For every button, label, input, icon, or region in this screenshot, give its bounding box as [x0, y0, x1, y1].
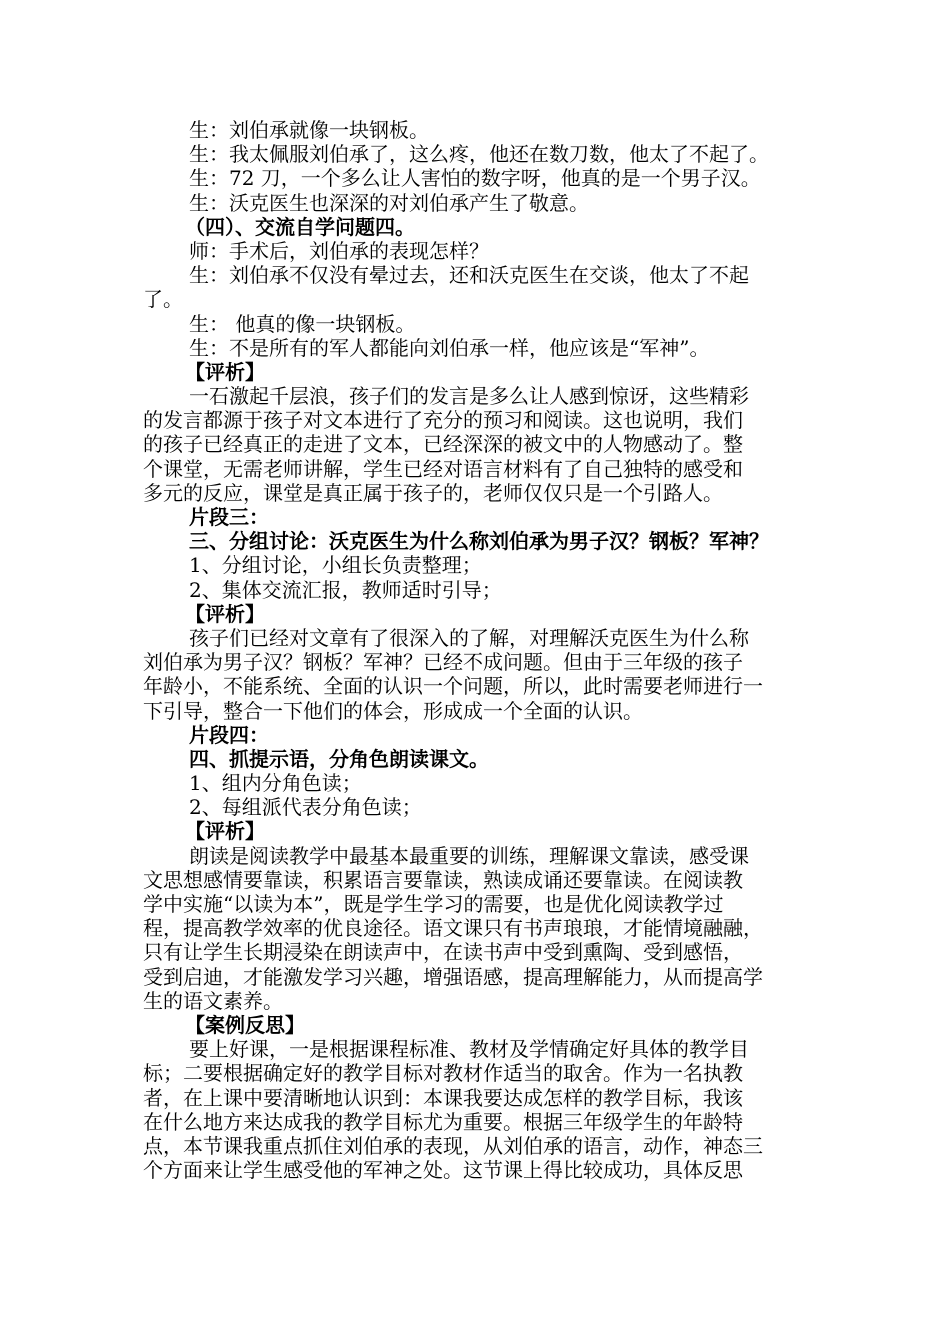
section-heading: 三、分组讨论：沃克医生为什么称刘伯承为男子汉？钢板？军神？	[189, 529, 769, 554]
section-heading: 【评析】	[185, 601, 265, 626]
section-heading: 【评析】	[185, 819, 265, 844]
text-line: 2、每组派代表分角色读；	[189, 795, 422, 820]
text-line: 一石激起千层浪，孩子们的发言是多么让人感到惊讶，这些精彩	[189, 384, 749, 409]
section-heading: 四、抓提示语，分角色朗读课文。	[189, 746, 489, 771]
text-line: 个方面来让学生感受他的军神之处。这节课上得比较成功，具体反思	[143, 1158, 743, 1183]
section-heading: 片段三：	[189, 505, 269, 529]
text-line: 的孩子已经真正的走进了文本，已经深深的被文中的人物感动了。整	[143, 432, 743, 457]
text-line: 生：72 刀，一个多么让人害怕的数字呀，他真的是一个男子汉。	[189, 166, 761, 191]
text-line: 的发言都源于孩子对文本进行了充分的预习和阅读。这也说明，我们	[143, 408, 743, 433]
text-line: 受到启迪，才能激发学习兴趣，增强语感，提高理解能力，从而提高学	[143, 964, 763, 989]
text-line: 文思想感情要靠读，积累语言要靠读，熟读成诵还要靠读。在阅读教	[143, 867, 743, 892]
text-line: 生： 他真的像一块钢板。	[189, 311, 416, 336]
text-line: 刘伯承为男子汉？钢板？军神？已经不成问题。但由于三年级的孩子	[143, 650, 743, 675]
section-heading: 【评析】	[185, 359, 265, 384]
text-line: 1、分组讨论，小组长负责整理；	[189, 553, 482, 578]
text-line: 生：不是所有的军人都能向刘伯承一样，他应该是“军神”。	[189, 335, 710, 360]
text-line: 在什么地方来达成我的教学目标尤为重要。根据三年级学生的年龄特	[143, 1109, 743, 1134]
section-heading: （四）、交流自学问题四。	[185, 214, 415, 239]
text-line: 生的语文素养。	[143, 988, 283, 1013]
text-line: 年龄小，不能系统、全面的认识一个问题，所以，此时需要老师进行一	[143, 674, 763, 699]
text-line: 程，提高教学效率的优良途径。语文课只有书声琅琅，才能情境融融，	[143, 916, 763, 941]
document-body	[143, 118, 813, 1182]
text-line: 多元的反应，课堂是真正属于孩子的，老师仅仅只是一个引路人。	[143, 480, 723, 505]
text-line: 生：沃克医生也深深的对刘伯承产生了敬意。	[189, 190, 589, 215]
text-line: 生：刘伯承就像一块钢板。	[189, 118, 429, 142]
text-line: 下引导，整合一下他们的体会，形成成一个全面的认识。	[143, 698, 643, 723]
text-line: 标；二要根据确定好的教学目标对教材作适当的取舍。作为一名执教	[143, 1061, 743, 1086]
text-line: 了。	[143, 287, 183, 312]
section-heading: 【案例反思】	[185, 1012, 305, 1037]
text-line: 学中实施“以读为本”，既是学生学习的需要，也是优化阅读教学过	[143, 892, 724, 916]
text-line: 孩子们已经对文章有了很深入的了解，对理解沃克医生为什么称	[189, 625, 749, 650]
text-line: 师：手术后，刘伯承的表现怎样？	[189, 238, 489, 263]
text-line: 2、集体交流汇报，教师适时引导；	[189, 577, 502, 602]
text-line: 生：我太佩服刘伯承了，这么疼，他还在数刀数，他太了不起了。	[189, 142, 769, 167]
text-line: 个课堂，无需老师讲解，学生已经对语言材料有了自己独特的感受和	[143, 456, 743, 481]
text-line: 者，在上课中要清晰地认识到：本课我要达成怎样的教学目标，我该	[143, 1085, 743, 1110]
text-line: 1、组内分角色读；	[189, 771, 362, 796]
text-line: 要上好课，一是根据课程标准、教材及学情确定好具体的教学目	[189, 1037, 749, 1062]
text-line: 只有让学生长期浸染在朗读声中，在读书声中受到熏陶、受到感悟，	[143, 940, 743, 965]
text-line: 朗读是阅读教学中最基本最重要的训练，理解课文靠读，感受课	[189, 843, 749, 868]
text-line: 点，本节课我重点抓住刘伯承的表现，从刘伯承的语言，动作，神态三	[143, 1133, 763, 1158]
text-line: 生：刘伯承不仅没有晕过去，还和沃克医生在交谈，他太了不起	[189, 263, 749, 288]
section-heading: 片段四：	[189, 722, 269, 747]
